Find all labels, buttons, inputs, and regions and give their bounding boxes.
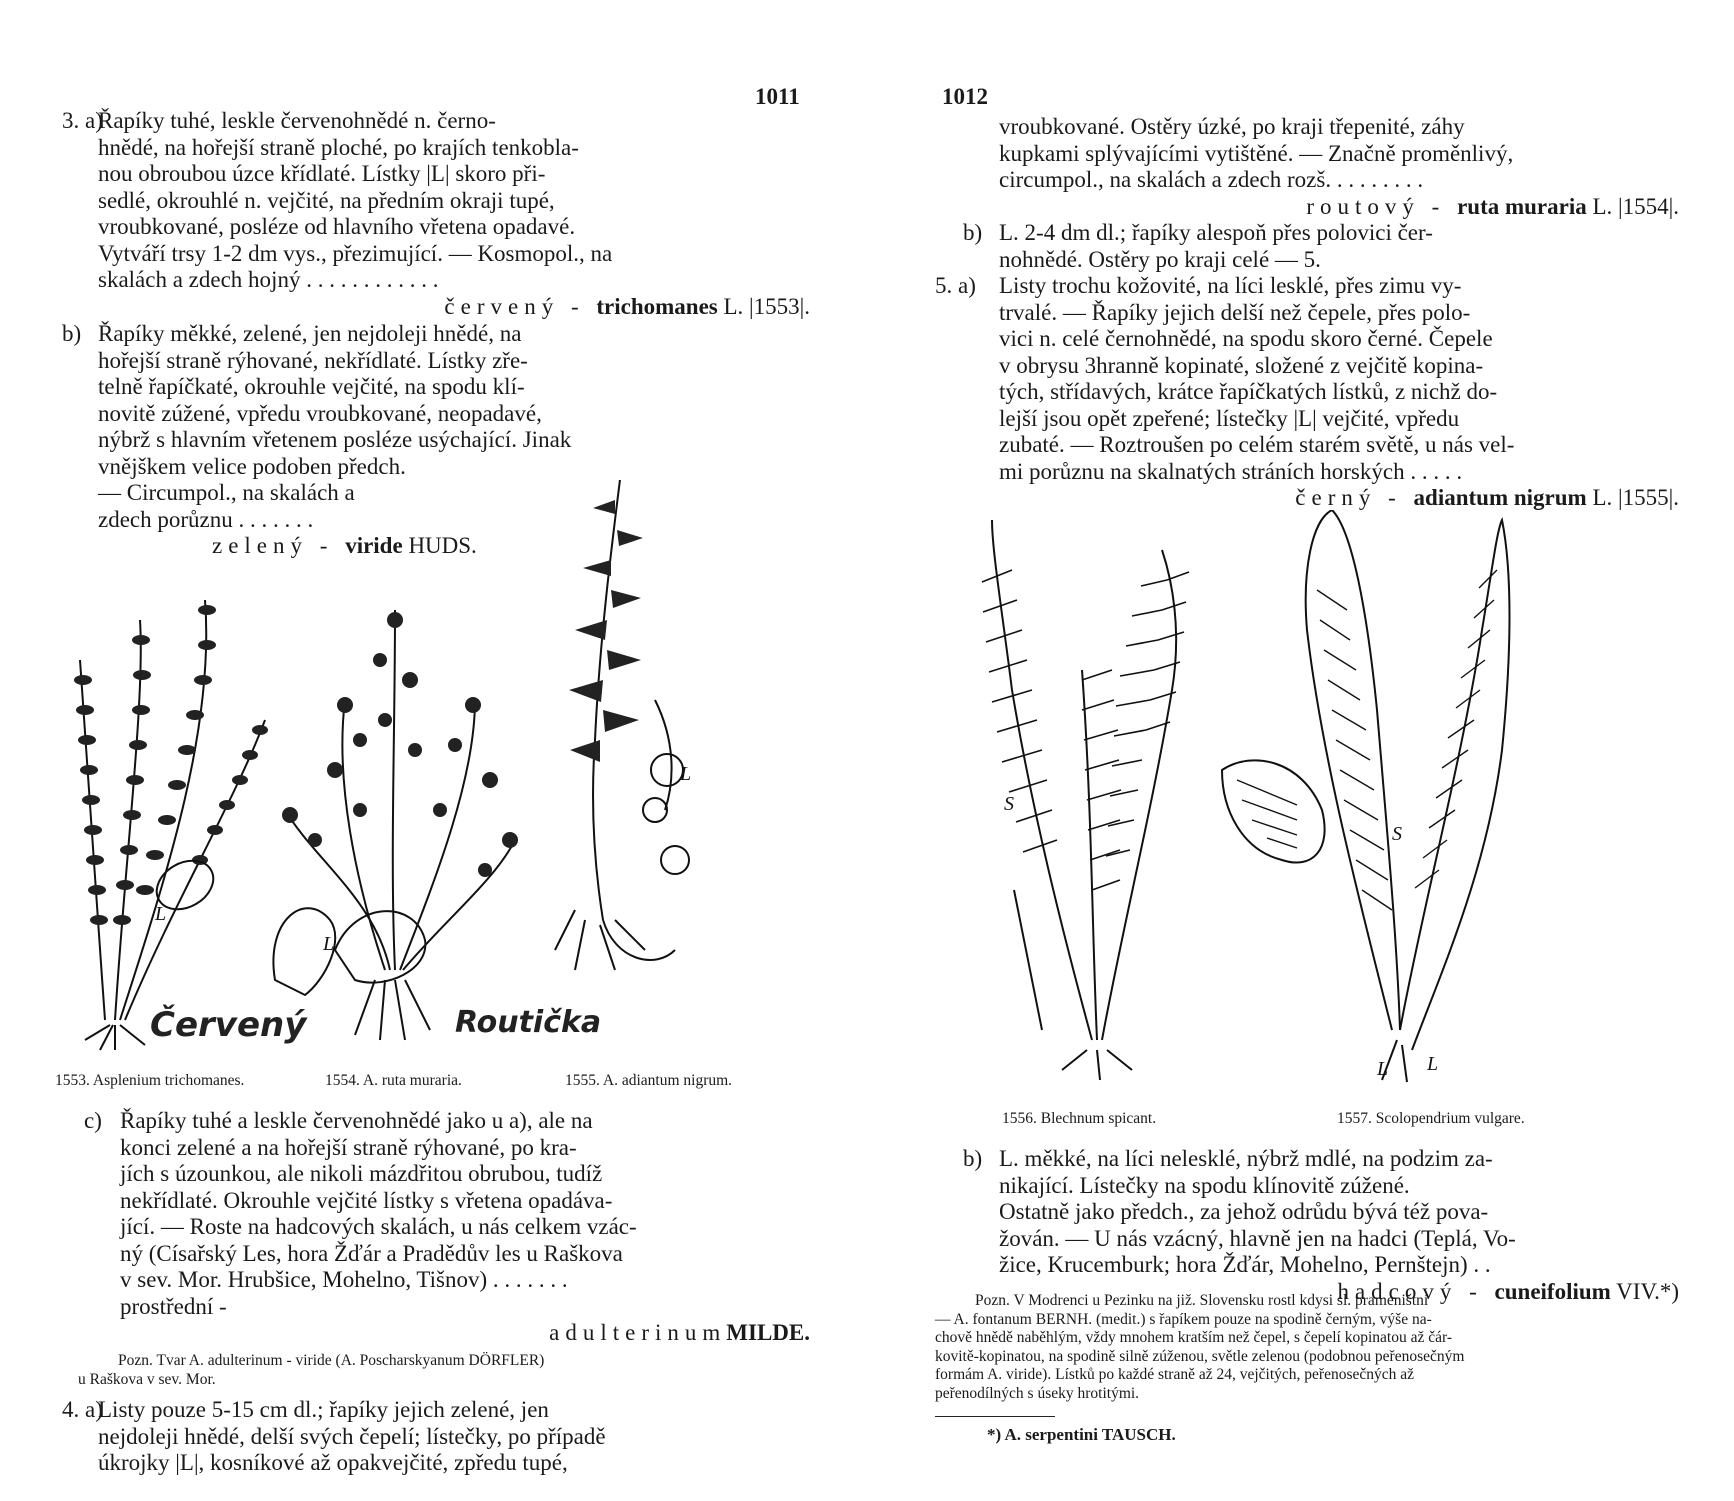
entry-label: 5. a) (935, 273, 976, 298)
plate-label: S (1392, 823, 1402, 845)
entry-label: b) (963, 220, 983, 245)
page-number: 1011 (755, 84, 800, 109)
fern-illustration-blechnum (992, 520, 1176, 1080)
plate-label: L (1377, 1058, 1389, 1080)
figure-caption-1554: 1554. A. ruta muraria. (325, 1072, 462, 1089)
footnote-remark: Pozn. Tvar A. adulterinum - viride (A. Poscharskyanum DÖRFLER) u Raškova v sev. Mor. (78, 1352, 545, 1388)
footnote-divider (935, 1416, 1055, 1417)
figure-caption-1555: 1555. A. adiantum nigrum. (565, 1072, 733, 1089)
fern-plates-left (55, 480, 815, 1070)
entry-label: b) (963, 1146, 983, 1171)
fern-illustration-trichomanes (80, 600, 265, 1050)
handwritten-note: Routička (455, 1005, 602, 1040)
species-name: hadcový - cuneifolium VIV.*) (1337, 1278, 1679, 1304)
fern-plates-right (922, 510, 1622, 1090)
species-name: červený - trichomanes L. |1553|. (444, 293, 810, 319)
species-name: černý - adiantum nigrum L. |1555|. (1295, 485, 1679, 510)
key-entry-4a: 4. a)Listy pouze 5-15 cm dl.; řapíky jejich zelené, jen nejdoleji hnědé, delší svých čepelí; lístečky, po případě úkrojky |L|, kosníkové až opakvejčité, zpředu tupé, (62, 1397, 606, 1475)
plate-label: L (323, 933, 335, 955)
footnote-remark: Pozn. V Modrenci u Pezinku na již. Slovensku rostl kdysi sl. prameništní — A. fontanum BERNH. (medit.) s řapíkem pouze na spodině černým, výše na- chově hnědě naběhlým, vždy mnohem kratším než čepel, s čepelí kopinatou až čár- kovitě-kopinatou, na spodině silně zúženou, světle zelenou (podobnou peřenosečným formám A. viride). Lístků po každé straně až 24, vejčitých, peřenosečných až peřenodílných s úseky hrotitými. (935, 1292, 1465, 1402)
species-name: routový - ruta muraria L. |1554|. (1306, 193, 1679, 219)
key-entry-5b: b) L. měkké, na líci nelesklé, nýbrž mdlé, na podzim za- nikající. Lístečky na spodu klínovitě zúžené. Ostatně jako předch., za jehož odrůdu bývá též pova- žován. — U nás vzácný, hlavně jen na hadci (Teplá, Vo- žice, Krucemburk; hora Žďár, Mohelno, Pernštejn) . . hadcový - cuneifolium VIV.*) (963, 1146, 1679, 1304)
key-entry-3b: b) Řapíky měkké, zelené, jen nejdoleji hnědé, na hořejší straně rýhované, nekřídlaté. Lístky zře- telně řapíčkaté, okrouhle vejčité, na spodu klí- novitě zúžené, vpředu vroubkované, neopadavé, nýbrž s hlavním vřetenem posléze usýchající. Jinak vnějškem velice podoben předch. — Circumpol., na skalách a zdech porůznu . . . . . . . zelený - viride HUDS. (62, 321, 810, 560)
plate-label: L (1427, 1053, 1439, 1075)
entry-label: 4. a) (62, 1397, 103, 1422)
right-page (867, 0, 1734, 1501)
key-entry-5a: 5. a) Listy trochu kožovité, na líci lesklé, přes zimu vy- trvalé. — Řapíky jejich delší než čepele, přes polo- vici n. celé černohnědé, na spodu skoro černé. Čepele v obrysu 3hranně kopinaté, složené z vejčitě kopina- tých, střídavých, krátce řapíčkatých lístků, z nichž do- lejší jsou opět zpeřené; lístečky |L| vejčité, vpředu zubaté. — Roztroušen po celém starém světě, u nás vel- mi porůznu na skalnatých stráních horských . . . . . černý - adiantum nigrum L. |1555|. (935, 273, 1679, 510)
key-entry-3a: 3. a)Řapíky tuhé, leskle červenohnědé n. černo- hnědé, na hořejší straně ploché, po krajích tenkobla- nou obroubou úzce křídlaté. Lístky |L| skoro při- sedlé, okrouhlé n. vejčité, na předním okraji tupé, vroubkované, posléze od hlavního vřetena opadavé. Vytváří trsy 1-2 dm vys., přezimující. — Kosmopol., na skalách a zdech hojný . . . . . . . . . . . . červený - trichomanes L. |1553|. (62, 108, 810, 319)
footnote: *) A. serpentini TAUSCH. (987, 1425, 1176, 1444)
figure-caption-1556: 1556. Blechnum spicant. (1002, 1110, 1157, 1127)
key-entry-4a-continued: vroubkované. Ostěry úzké, po kraji třepenité, záhy kupkami splývajícími vytištěné. — Značně proměnlivý, circumpol., na skalách a zdech rozš. . . . . . . . . routový - ruta muraria L. |1554|. (999, 114, 1679, 219)
fern-illustration-scolopendrium (1222, 510, 1510, 1082)
entry-label: c) (84, 1108, 102, 1133)
figure-caption-1557: 1557. Scolopendrium vulgare. (1337, 1110, 1525, 1127)
key-entry-3c: c) Řapíky tuhé a leskle červenohnědé jako u a), ale na konci zelené a na hořejší straně rýhované, po kra- jích s úzounkou, ale nikoli mázdřitou obrubou, tudíž nekřídlaté. Okrouhle vejčité lístky s vřetena opadáva- jící. — Roste na hadcových skalách, u nás celkem vzác- ný (Císařský Les, hora Žďár a Pradědův les u Raškova v sev. Mor. Hrubšice, Mohelno, Tišnov) . . . . . . . prostřední - adulterinumMILDE. (84, 1108, 810, 1345)
handwritten-note: Červený (150, 1005, 307, 1045)
entry-label: b) (62, 321, 82, 346)
key-entry-4b: b) L. 2-4 dm dl.; řapíky alespoň přes polovici čer- nohnědé. Ostěry po kraji celé — 5. (963, 220, 1433, 272)
leaflet-detail (335, 911, 425, 982)
species-name: adulterinumMILDE. (549, 1320, 810, 1345)
figure-caption-1553: 1553. Asplenium trichomanes. (55, 1072, 245, 1089)
entry-label: 3. a) (62, 108, 103, 133)
page-number: 1012 (942, 84, 988, 109)
species-name: zelený - viride HUDS. (212, 533, 477, 558)
plate-label: S (1004, 793, 1014, 815)
plate-label: L (680, 763, 692, 785)
plate-label: L (155, 903, 167, 925)
